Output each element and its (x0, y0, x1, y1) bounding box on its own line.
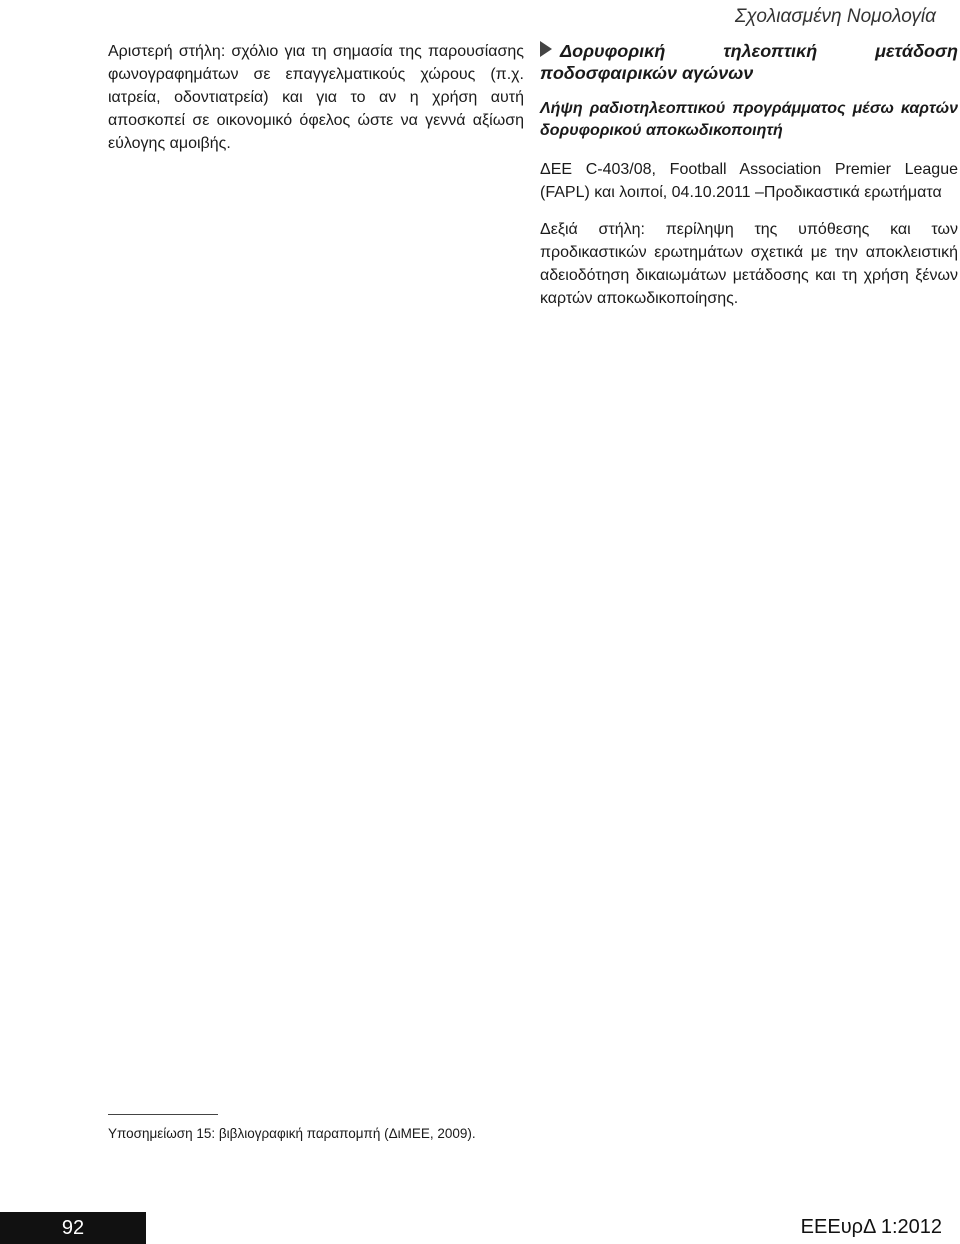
footnote: Υποσημείωση 15: βιβλιογραφική παραπομπή (ΔιΜΕΕ, 2009). (108, 1126, 476, 1141)
journal-issue: ΕΕΕυρΔ 1:2012 (800, 1216, 942, 1238)
running-title: Σχολιασμένη Νομολογία (734, 6, 936, 27)
left-summary: Αριστερή στήλη: σχόλιο για τη σημασία της παρουσίασης φωνογραφημάτων σε επαγγελματικούς χώρους (π.χ. ιατρεία, οδοντιατρεία) και για το αν η χρήση αυτή αποσκοπεί σε οικονομικό όφελος ώστε να γεννά αξίωση εύλογης αμοιβής. (108, 43, 524, 152)
footnote-rule (108, 1114, 218, 1115)
triangle-bullet-icon (540, 41, 552, 57)
case-title (540, 40, 958, 84)
case-subtitle: Λήψη ραδιοτηλεοπτικού προγράμματος μέσω καρτών δορυφορικού αποκωδικοποιητή (540, 100, 958, 139)
page-number: 92 (0, 1212, 146, 1244)
case-title-text: Δορυφορική τηλεοπτική μετάδοση ποδοσφαιρικών αγώνων (540, 41, 958, 83)
left-column (108, 40, 524, 169)
right-summary: Δεξιά στήλη: περίληψη της υπόθεσης και των προδικαστικών ερωτημάτων σχετικά με την αποκλειστική αδειοδότηση δικαιωμάτων μετάδοσης και τη χρήση ξένων καρτών αποκωδικοποίησης. (540, 221, 958, 307)
right-column (540, 40, 958, 324)
case-reference: ΔΕΕ C-403/08, Football Association Premier League (FAPL) και λοιποί, 04.10.2011 –Προδικαστικά ερωτήματα (540, 161, 958, 201)
